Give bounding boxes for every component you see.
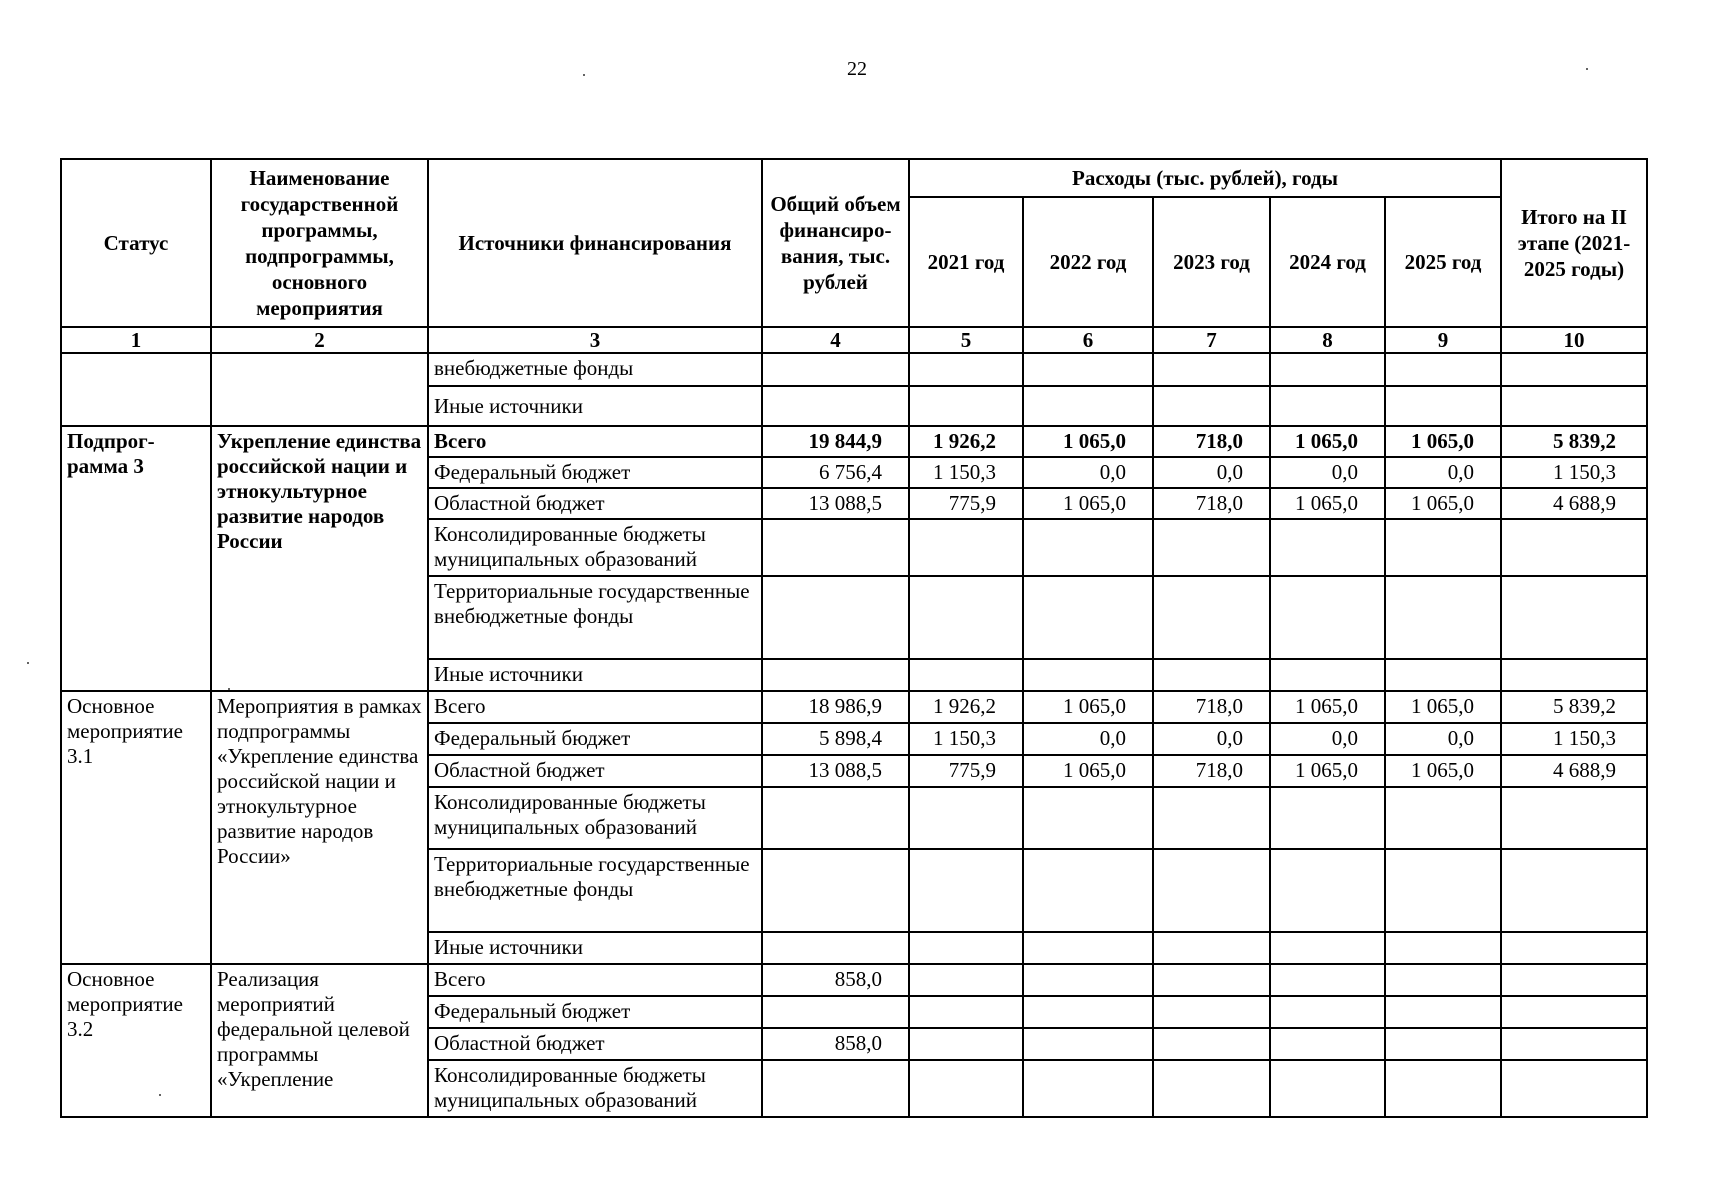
value-cell: [762, 849, 909, 932]
value-cell: [1153, 353, 1270, 386]
header-expenses: Расходы (тыс. рублей), годы: [909, 159, 1501, 197]
value-cell: [909, 1060, 1023, 1117]
table-row: [61, 691, 1647, 723]
value-cell: [762, 353, 909, 386]
header-year-2025: 2025 год: [1385, 197, 1501, 327]
value-cell: [1023, 932, 1153, 964]
value-cell: [1385, 519, 1501, 576]
value-cell: 0,0: [1270, 723, 1385, 755]
scan-speck: [27, 662, 29, 664]
value-cell: [1270, 964, 1385, 996]
status-cell: Основное мероприятие 3.2: [61, 964, 211, 1117]
value-cell: [762, 932, 909, 964]
header-sources: Источники финансирования: [428, 159, 762, 327]
source-cell: Иные источники: [428, 659, 762, 691]
header-name: Наименование государственной программы, подпрограммы, основного мероприятия: [211, 159, 428, 327]
value-cell: [1385, 659, 1501, 691]
value-cell: [909, 659, 1023, 691]
value-cell: 0,0: [1385, 457, 1501, 488]
value-cell: [762, 386, 909, 426]
value-cell: [1270, 659, 1385, 691]
table-row: [61, 964, 1647, 996]
value-cell: 0,0: [1153, 457, 1270, 488]
header-year-2022: 2022 год: [1023, 197, 1153, 327]
value-cell: 18 986,9: [762, 691, 909, 723]
value-cell: [909, 849, 1023, 932]
value-cell: 775,9: [909, 488, 1023, 519]
value-cell: [1153, 1028, 1270, 1060]
value-cell: [1501, 964, 1647, 996]
name-cell: Реализация мероприятий федеральной целевой программы «Укрепление: [211, 964, 428, 1117]
name-cell: Укрепление единства российской нации и этнокультурное развитие народов России: [211, 426, 428, 691]
value-cell: 1 150,3: [1501, 457, 1647, 488]
value-cell: [1023, 1060, 1153, 1117]
scan-speck: [583, 74, 585, 76]
value-cell: 1 150,3: [909, 457, 1023, 488]
value-cell: [1270, 386, 1385, 426]
value-cell: [909, 996, 1023, 1028]
value-cell: [762, 519, 909, 576]
value-cell: [909, 787, 1023, 849]
value-cell: [1270, 849, 1385, 932]
value-cell: [909, 964, 1023, 996]
value-cell: [1153, 849, 1270, 932]
source-cell: Областной бюджет: [428, 1028, 762, 1060]
value-cell: [909, 1028, 1023, 1060]
value-cell: [909, 519, 1023, 576]
source-cell: Консолидированные бюджеты муниципальных образований: [428, 519, 762, 576]
value-cell: [1385, 787, 1501, 849]
value-cell: [1385, 964, 1501, 996]
value-cell: [1270, 1028, 1385, 1060]
source-cell: Федеральный бюджет: [428, 723, 762, 755]
value-cell: [1385, 1060, 1501, 1117]
column-number: 5: [909, 327, 1023, 353]
value-cell: [1501, 353, 1647, 386]
value-cell: [1153, 659, 1270, 691]
value-cell: 718,0: [1153, 488, 1270, 519]
value-cell: [1153, 996, 1270, 1028]
header-year-2023: 2023 год: [1153, 197, 1270, 327]
name-cell: [211, 353, 428, 426]
value-cell: [1501, 1060, 1647, 1117]
source-cell: Федеральный бюджет: [428, 996, 762, 1028]
value-cell: [1153, 576, 1270, 659]
value-cell: [1153, 1060, 1270, 1117]
value-cell: 1 150,3: [909, 723, 1023, 755]
value-cell: [1023, 353, 1153, 386]
value-cell: 718,0: [1153, 691, 1270, 723]
source-cell: внебюджетные фонды: [428, 353, 762, 386]
value-cell: [1501, 849, 1647, 932]
value-cell: 0,0: [1270, 457, 1385, 488]
value-cell: 0,0: [1153, 723, 1270, 755]
value-cell: [1023, 386, 1153, 426]
header-total-volume: Общий объем финансиро-вания, тыс. рублей: [762, 159, 909, 327]
value-cell: 4 688,9: [1501, 755, 1647, 787]
value-cell: [1385, 1028, 1501, 1060]
value-cell: [1501, 576, 1647, 659]
name-cell: Мероприятия в рамках подпрограммы «Укрепление единства российской нации и этнокультурное развитие народов России»: [211, 691, 428, 964]
source-cell: Территориальные государственные внебюджетные фонды: [428, 849, 762, 932]
table-header: [61, 159, 1647, 353]
status-cell: Подпрог-рамма 3: [61, 426, 211, 691]
value-cell: [1023, 787, 1153, 849]
column-number: 8: [1270, 327, 1385, 353]
column-number-row: [61, 327, 1647, 353]
source-cell: Консолидированные бюджеты муниципальных образований: [428, 787, 762, 849]
value-cell: [1270, 576, 1385, 659]
value-cell: [1385, 353, 1501, 386]
value-cell: [1023, 519, 1153, 576]
table-row: [61, 353, 1647, 386]
value-cell: 1 926,2: [909, 691, 1023, 723]
value-cell: 858,0: [762, 964, 909, 996]
value-cell: 1 065,0: [1385, 426, 1501, 457]
scan-speck: [1586, 68, 1588, 70]
value-cell: 1 065,0: [1023, 691, 1153, 723]
value-cell: 775,9: [909, 755, 1023, 787]
value-cell: [1501, 659, 1647, 691]
value-cell: [1501, 386, 1647, 426]
value-cell: [1501, 996, 1647, 1028]
value-cell: [909, 353, 1023, 386]
value-cell: 0,0: [1023, 457, 1153, 488]
value-cell: [1153, 519, 1270, 576]
value-cell: [1023, 849, 1153, 932]
value-cell: 5 898,4: [762, 723, 909, 755]
value-cell: [1270, 1060, 1385, 1117]
value-cell: 1 065,0: [1385, 691, 1501, 723]
header-status: Статус: [61, 159, 211, 327]
source-cell: Всего: [428, 964, 762, 996]
value-cell: [1501, 1028, 1647, 1060]
column-number: 1: [61, 327, 211, 353]
value-cell: [1385, 386, 1501, 426]
page-number: 22: [847, 58, 867, 80]
source-cell: Всего: [428, 691, 762, 723]
source-cell: Федеральный бюджет: [428, 457, 762, 488]
source-cell: Всего: [428, 426, 762, 457]
source-cell: Консолидированные бюджеты муниципальных образований: [428, 1060, 762, 1117]
value-cell: [1385, 849, 1501, 932]
header-year-2021: 2021 год: [909, 197, 1023, 327]
value-cell: [1023, 996, 1153, 1028]
value-cell: [1023, 576, 1153, 659]
source-cell: Областной бюджет: [428, 488, 762, 519]
value-cell: [909, 386, 1023, 426]
value-cell: [909, 576, 1023, 659]
value-cell: [1501, 519, 1647, 576]
value-cell: [1153, 386, 1270, 426]
source-cell: Территориальные государственные внебюджетные фонды: [428, 576, 762, 659]
value-cell: 1 065,0: [1023, 488, 1153, 519]
value-cell: [1385, 996, 1501, 1028]
status-cell: [61, 353, 211, 426]
value-cell: [762, 576, 909, 659]
table-row: [61, 426, 1647, 457]
value-cell: 1 065,0: [1270, 755, 1385, 787]
column-number: 7: [1153, 327, 1270, 353]
column-number: 9: [1385, 327, 1501, 353]
value-cell: 6 756,4: [762, 457, 909, 488]
value-cell: [1153, 932, 1270, 964]
value-cell: [762, 996, 909, 1028]
value-cell: 1 065,0: [1385, 488, 1501, 519]
value-cell: 1 065,0: [1385, 755, 1501, 787]
column-number: 2: [211, 327, 428, 353]
value-cell: [1270, 787, 1385, 849]
value-cell: [909, 932, 1023, 964]
value-cell: 718,0: [1153, 426, 1270, 457]
value-cell: [1153, 964, 1270, 996]
source-cell: Иные источники: [428, 386, 762, 426]
value-cell: [1270, 932, 1385, 964]
value-cell: 1 065,0: [1270, 426, 1385, 457]
value-cell: 858,0: [762, 1028, 909, 1060]
value-cell: 4 688,9: [1501, 488, 1647, 519]
source-cell: Областной бюджет: [428, 755, 762, 787]
status-cell: Основное мероприятие 3.1: [61, 691, 211, 964]
value-cell: 1 065,0: [1270, 691, 1385, 723]
value-cell: [1501, 787, 1647, 849]
value-cell: 1 926,2: [909, 426, 1023, 457]
value-cell: 1 065,0: [1023, 426, 1153, 457]
value-cell: [1153, 787, 1270, 849]
value-cell: [1270, 519, 1385, 576]
value-cell: 13 088,5: [762, 488, 909, 519]
column-number: 4: [762, 327, 909, 353]
budget-table: [60, 158, 1648, 1118]
value-cell: [762, 659, 909, 691]
value-cell: 1 065,0: [1023, 755, 1153, 787]
header-year-2024: 2024 год: [1270, 197, 1385, 327]
value-cell: 0,0: [1023, 723, 1153, 755]
column-number: 10: [1501, 327, 1647, 353]
value-cell: [762, 787, 909, 849]
header-stage-total: Итого на II этапе (2021-2025 годы): [1501, 159, 1647, 327]
value-cell: 5 839,2: [1501, 426, 1647, 457]
column-number: 6: [1023, 327, 1153, 353]
value-cell: [1385, 932, 1501, 964]
value-cell: 13 088,5: [762, 755, 909, 787]
value-cell: 0,0: [1385, 723, 1501, 755]
value-cell: 19 844,9: [762, 426, 909, 457]
column-number: 3: [428, 327, 762, 353]
value-cell: [1023, 964, 1153, 996]
value-cell: 1 150,3: [1501, 723, 1647, 755]
value-cell: 5 839,2: [1501, 691, 1647, 723]
value-cell: [1023, 1028, 1153, 1060]
value-cell: [1270, 353, 1385, 386]
value-cell: [1385, 576, 1501, 659]
value-cell: 1 065,0: [1270, 488, 1385, 519]
value-cell: 718,0: [1153, 755, 1270, 787]
value-cell: [1270, 996, 1385, 1028]
value-cell: [762, 1060, 909, 1117]
source-cell: Иные источники: [428, 932, 762, 964]
value-cell: [1023, 659, 1153, 691]
value-cell: [1501, 932, 1647, 964]
